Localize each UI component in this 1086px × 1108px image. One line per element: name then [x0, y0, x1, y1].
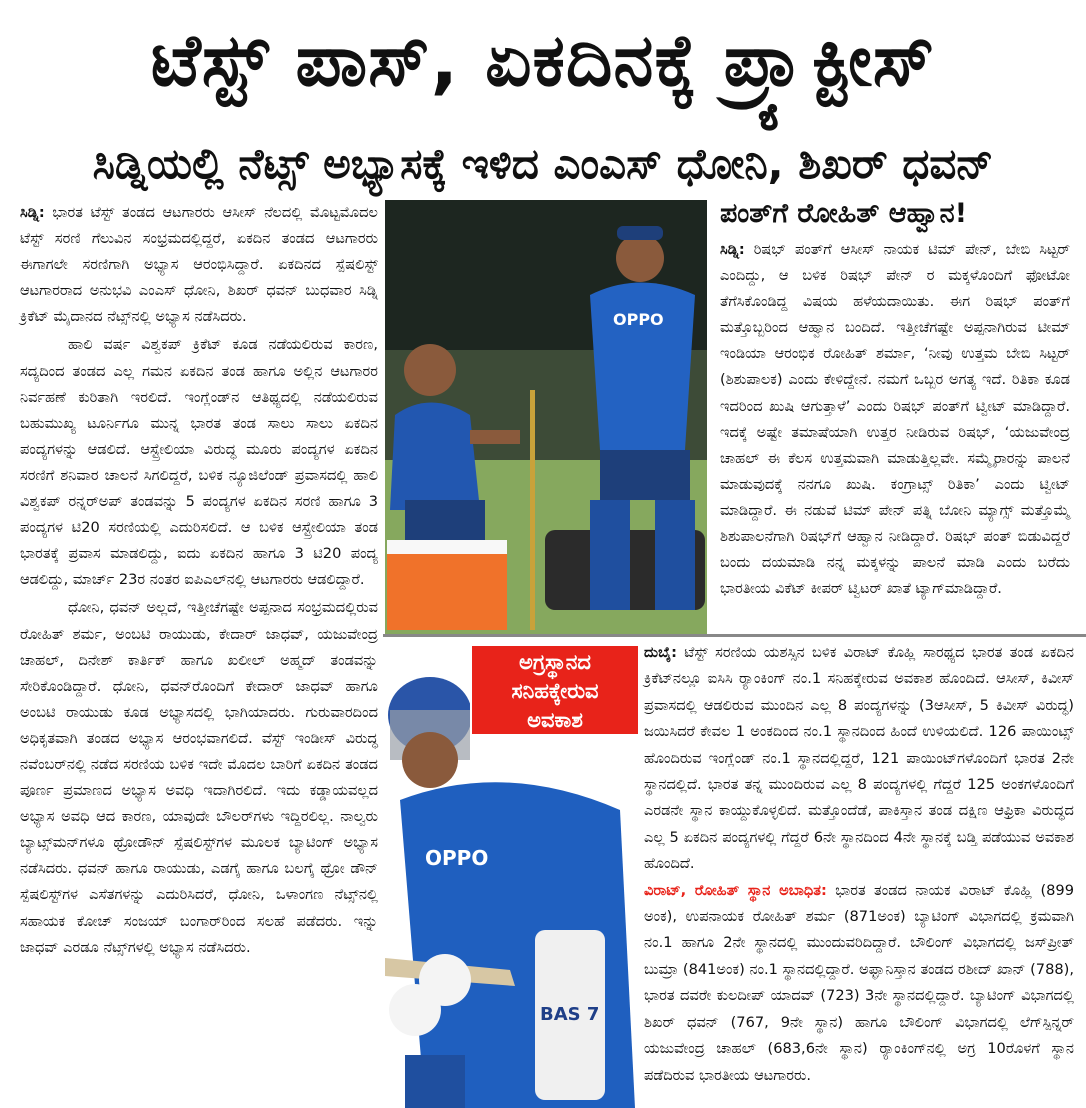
- bat-label: BAS 7: [540, 1004, 600, 1025]
- ranking-article: [644, 640, 1074, 1089]
- side-article-title: ಪಂತ್‌ಗೆ ರೋಹಿತ್ ಆಹ್ವಾನ!: [720, 198, 968, 229]
- jersey-sponsor-text: OPPO: [613, 310, 664, 329]
- ranking-body-1: ಟೆಸ್ಟ್ ಸರಣಿಯ ಯಶಸ್ಸಿನ ಬಳಿಕ ವಿರಾಟ್ ಕೊಹ್ಲಿ ಸಾರಥ್ಯದ ಭಾರತ ತಂಡ ಏಕದಿನ ಕ್ರಿಕೆಟ್‌ನಲ್ಲೂ ಐಸಿಸಿ ರ‍್ಯಾಂಕಿಂಗ್ ನಂ.1 ಸನಿಹಕ್ಕೇರುವ ಅವಕಾಶ ಹೊಂದಿದೆ. ಆಸೀಸ್, ಕಿವೀಸ್ ಪ್ರವಾಸದಲ್ಲಿ ಆಡಲಿರುವ ಮುಂದಿನ ಎಲ್ಲ 8 ಪಂದ್ಯಗಳನ್ನು (3ಆಸೀಸ್, 5 ಕಿವೀಸ್ ವಿರುದ್ಧ) ಜಯಿಸಿದರೆ ಕೇವಲ 1 ಅಂಕದಿಂದ ನಂ.1 ಸ್ಥಾನದಿಂದ ಹಿಂದೆ ಉಳಿಯಲಿದೆ. 126 ಪಾಯಿಂಟ್ಸ್ ಹೊಂದಿರುವ ಇಂಗ್ಲೆಂಡ್ ನಂ.1 ಸ್ಥಾನದಲ್ಲಿದ್ದರೆ, 121 ಪಾಯಿಂಟ್‌ಗಳೊಂದಿಗೆ ಭಾರತ 2ನೇ ಸ್ಥಾನದಲ್ಲಿದೆ. ಭಾರತ ತನ್ನ ಮುಂದಿರುವ ಎಲ್ಲ 8 ಪಂದ್ಯಗಳಲ್ಲಿ ಗೆದ್ದರೆ 125 ಅಂಕಗಳೊಂದಿಗೆ ಎರಡನೇ ಸ್ಥಾನ ಕಾಯ್ದುಕೊಳ್ಳಲಿದೆ. ಮತ್ತೊಂದೆಡೆ, ಪಾಕಿಸ್ತಾನ ತಂಡ ದಕ್ಷಿಣ ಆಫ್ರಿಕಾ ವಿರುದ್ಧದ ಎಲ್ಲ 5 ಏಕದಿನ ಪಂದ್ಯಗಳಲ್ಲಿ ಗೆದ್ದರೆ 6ನೇ ಸ್ಥಾನದಿಂದ 4ನೇ ಸ್ಥಾನಕ್ಕೆ ಬಡ್ತಿ ಪಡೆಯುವ ಅವಕಾಶ ಹೊಂದಿದೆ.: [644, 644, 1074, 873]
- ranking-sub-label: ವಿರಾಟ್, ರೋಹಿತ್ ಸ್ಥಾನ ಅಬಾಧಿತ:: [644, 881, 827, 899]
- side-article-text: ರಿಷಭ್ ಪಂತ್‌ಗೆ ಆಸೀಸ್ ನಾಯಕ ಟಿಮ್ ಪೇನ್, ಬೇಬಿ ಸಿಟ್ಟರ್ ಎಂದಿದ್ದು, ಆ ಬಳಿಕ ರಿಷಭ್ ಪೇನ್ ರ ಮಕ್ಕಳೊಂದಿಗೆ ಫೋಟೋ ತೆಗೆಸಿಕೊಂಡಿದ್ದ ವಿಷಯ ಹಳೆಯದಾಯಿತು. ಈಗ ರಿಷಭ್ ಪಂತ್‌ಗೆ ಮತ್ತೊಬ್ಬರಿಂದ ಆಹ್ವಾನ ಬಂದಿದೆ. ಇತ್ತೀಚೆಗಷ್ಟೇ ಅಪ್ಪನಾಗಿರುವ ಟೀಮ್ ಇಂಡಿಯಾ ಆರಂಭಿಕ ರೋಹಿತ್ ಶರ್ಮಾ, ‘ನೀವು ಉತ್ತಮ ಬೇಬಿ ಸಿಟ್ಟರ್ (ಶಿಶುಪಾಲಕ) ಎಂದು ಕೇಳಿದ್ದೇನೆ. ನಮಗೆ ಒಬ್ಬರ ಅಗತ್ಯ ಇದೆ. ರಿತಿಕಾ ಕೂಡ ಇದರಿಂದ ಖುಷಿ ಆಗುತ್ತಾಳೆ’ ಎಂದು ರಿಷಭ್ ಪಂತ್‌ಗೆ ಟ್ವೀಟ್ ಮಾಡಿದ್ದಾರೆ. ಇದಕ್ಕೆ ಅಷ್ಟೇ ತಮಾಷೆಯಾಗಿ ಉತ್ತರ ನೀಡಿರುವ ರಿಷಭ್, ‘ಯಜುವೇಂದ್ರ ಚಾಹಲ್ ಈ ಕೆಲಸ ಉತ್ತಮವಾಗಿ ಮಾಡುತ್ತಿಲ್ಲವೇ. ಸಮ್ಮೈರಾರನ್ನು ಪಾಲನೆ ಮಾಡುವುದಕ್ಕೆ ನನಗೂ ಖುಷಿ. ಕಂಗ್ರಾಟ್ಸ್ ರಿತಿಕಾ’ ಎಂದು ಟ್ವೀಟ್ ಮಾಡಿದ್ದಾರೆ. ಈ ನಡುವೆ ಟಿಮ್ ಪೇನ್ ಪತ್ನಿ ಬೋನಿ ಮ್ಯಾಗ್ಸ್ ಮತ್ತೊಮ್ಮೆ ಶಿಶುಪಾಲನೆಗಾಗಿ ರಿಷಭ್‌ಗೆ ಆಹ್ವಾನ ನೀಡಿದ್ದಾರೆ. ರಿಷಭ್ ಪಂತ್ ಬಿಡುವಿದ್ದರೆ ಬಂದು ದಯಮಾಡಿ ನನ್ನ ಮಕ್ಕಳನ್ನು ಪಾಲನೆ ಮಾಡಿ ಎಂದು ಬರೆದು ಭಾರತೀಯ ವಿಕೆಟ್ ಕೀಪರ್ ಟ್ವಿಟರ್ ಖಾತೆ ಟ್ಯಾಗ್‌ಮಾಡಿದ್ದಾರೆ.: [720, 241, 1071, 598]
- subheadline: ಸಿಡ್ನಿಯಲ್ಲಿ ನೆಟ್ಸ್ ಅಭ್ಯಾಸಕ್ಕೆ ಇಳಿದ ಎಂಎಸ್ ಧೋನಿ, ಶಿಖರ್ ಧವನ್: [92, 139, 994, 188]
- ranking-tag-line-2: ಸನಿಹಕ್ಕೇರುವ: [511, 679, 599, 703]
- side-article-body: [720, 237, 1070, 602]
- main-article-para-3: ಧೋನಿ, ಧವನ್ ಅಲ್ಲದೆ, ಇತ್ತೀಚೆಗಷ್ಟೇ ಅಪ್ಪನಾದ ಸಂಭ್ರಮದಲ್ಲಿರುವ ರೋಹಿತ್ ಶರ್ಮ, ಅಂಬಟಿ ರಾಯುಡು, ಕೇದಾರ್ ಜಾಧವ್, ಯಜುವೇಂದ್ರ ಚಾಹಲ್, ದಿನೇಶ್ ಕಾರ್ತಿಕ್ ಹಾಗೂ ಖಲೀಲ್ ಅಹ್ಮದ್ ತಂಡವನ್ನು ಸೇರಿಕೊಂಡಿದ್ದಾರೆ. ಧೋನಿ, ಧವನ್‌ರೊಂದಿಗೆ ಕೇದಾರ್ ಜಾಧವ್ ಹಾಗೂ ಅಂಬಟಿ ರಾಯುಡು ಕೂಡ ಅಭ್ಯಾಸದಲ್ಲಿ ಭಾಗಿಯಾದರು. ಗುರುವಾರದಿಂದ ಅಧಿಕೃತವಾಗಿ ತಂಡದ ಅಭ್ಯಾಸ ಆರಂಭವಾಗಲಿದೆ. ವೆಸ್ಟ್ ಇಂಡೀಸ್ ವಿರುದ್ಧ ನವೆಂಬರ್‌ನಲ್ಲಿ ನಡೆದ ಸರಣಿಯ ಬಳಿಕ ಇದೇ ಮೊದಲ ಬಾರಿಗೆ ಏಕದಿನ ತಂಡದ ಪೂರ್ಣ ಪ್ರಮಾಣದ ಅಭ್ಯಾಸ ಅವಧಿ ಇದಾಗಿರಲಿದೆ. ಇದು ಕಡ್ಡಾಯವಲ್ಲದ ಅಭ್ಯಾಸ ಅವಧಿ ಆದ ಕಾರಣ, ಯಾವುದೇ ಬೌಲರ್‌ಗಳು ಇದ್ದಿರಲಿಲ್ಲ. ನಾಲ್ವರು ಬ್ಯಾಟ್ಸ್‌ಮನ್‌ಗಳೂ ಥ್ರೋಡೌನ್ ಸ್ಪೆಷಲಿಸ್ಟ್‌ಗಳ ಮೂಲಕ ಬ್ಯಾಟಿಂಗ್ ಅಭ್ಯಾಸ ನಡೆಸಿದರು. ಧವನ್ ಹಾಗೂ ರಾಯುಡು, ಎಡಗೈ ಹಾಗೂ ಬಲಗೈ ಥ್ರೋ ಡೌನ್ ಸ್ಪೆಷಲಿಸ್ಟ್‌ಗಳ ಎಸೆತಗಳನ್ನು ಎದುರಿಸಿದರೆ, ಧೋನಿ, ಒಳಾಂಗಣ ನೆಟ್ಸ್‌ನಲ್ಲಿ ಸಹಾಯಕ ಕೋಚ್ ಸಂಜಯ್ ಬಂಗಾರ್‌ರಿಂದ ಸಲಹೆ ಪಡೆದರು. ಇನ್ನು ಜಾಧವ್ ಎರಡೂ ನೆಟ್ಸ್‌ಗಳಲ್ಲಿ ಅಭ್ಯಾಸ ನಡೆಸಿದರು.: [20, 599, 378, 956]
- ranking-tag-line-1: ಅಗ್ರಸ್ಥಾನದ: [518, 650, 591, 674]
- dhoni-jersey-sponsor: OPPO: [425, 846, 489, 870]
- main-article-para-2: ಹಾಲಿ ವರ್ಷ ವಿಶ್ವಕಪ್ ಕ್ರಿಕೆಟ್ ಕೂಡ ನಡೆಯಲಿರುವ ಕಾರಣ, ಸದ್ಯದಿಂದ ತಂಡದ ಎಲ್ಲ ಗಮನ ಏಕದಿನ ತಂಡ ಹಾಗೂ ಅಲ್ಲಿನ ಆಟಗಾರರ ನಿರ್ವಹಣೆ ಕುರಿತಾಗಿ ಇರಲಿದೆ. ಇಂಗ್ಲೆಂಡ್‌ನ ಆತಿಥ್ಯದಲ್ಲಿ ನಡೆಯಲಿರುವ ಬಹುಮುಖ್ಯ ಟೂರ್ನಿಗೂ ಮುನ್ನ ಭಾರತ ತಂಡ ಸಾಲು ಸಾಲು ಏಕದಿನ ಪಂದ್ಯಗಳನ್ನು ಆಡಲಿದೆ. ಆಸ್ಟ್ರೇಲಿಯಾ ವಿರುದ್ಧ ಮೂರು ಪಂದ್ಯಗಳ ಏಕದಿನ ಸರಣಿಗೆ ಶನಿವಾರ ಚಾಲನೆ ಸಿಗಲಿದ್ದರೆ, ಬಳಿಕ ನ್ಯೂಜಿಲೆಂಡ್ ಪ್ರವಾಸದಲ್ಲಿ ಹಾಲಿ ವಿಶ್ವಕಪ್ ರನ್ನರ್‌ಅಪ್ ತಂಡವನ್ನು 5 ಪಂದ್ಯಗಳ ಏಕದಿನ ಸರಣಿ ಹಾಗೂ 3 ಪಂದ್ಯಗಳ ಟಿ20 ಸರಣಿಯಲ್ಲಿ ಎದುರಿಸಲಿದೆ. ಆ ಬಳಿಕ ಆಸ್ಟ್ರೇಲಿಯಾ ತಂಡ ಭಾರತಕ್ಕೆ ಪ್ರವಾಸ ಮಾಡಲಿದ್ದು, ಐದು ಏಕದಿನ ಹಾಗೂ 3 ಟಿ20 ಪಂದ್ಯ ಆಡಲಿದ್ದು, ಮಾರ್ಚ್ 23ರ ನಂತರ ಐಪಿಎಲ್‌ನಲ್ಲಿ ಆಟಗಾರರು ಆಡಲಿದ್ದಾರೆ.: [20, 336, 378, 589]
- practice-photo: [385, 200, 707, 635]
- side-dateline: ಸಿಡ್ನಿ:: [720, 241, 745, 258]
- ranking-body-2: ಭಾರತ ತಂಡದ ನಾಯಕ ವಿರಾಟ್ ಕೊಹ್ಲಿ (899 ಅಂಕ), ಉಪನಾಯಕ ರೋಹಿತ್ ಶರ್ಮ (871ಅಂಕ) ಬ್ಯಾಟಿಂಗ್ ವಿಭಾಗದಲ್ಲಿ ಕ್ರಮವಾಗಿ ನಂ.1 ಹಾಗೂ 2ನೇ ಸ್ಥಾನದಲ್ಲಿ ಮುಂದುವರಿದಿದ್ದಾರೆ. ಬೌಲಿಂಗ್ ವಿಭಾಗದಲ್ಲಿ ಜಸ್‌ಪ್ರೀತ್ ಬುಮ್ರಾ (841ಅಂಕ) ನಂ.1 ಸ್ಥಾನದಲ್ಲಿದ್ದಾರೆ. ಅಫ್ಘಾನಿಸ್ತಾನ ತಂಡದ ರಶೀದ್ ಖಾನ್ (788), ಭಾರತ ದವರೇ ಕುಲದೀಪ್ ಯಾದವ್ (723) 3ನೇ ಸ್ಥಾನದಲ್ಲಿದ್ದಾರೆ. ಬ್ಯಾಟಿಂಗ್ ವಿಭಾಗದಲ್ಲಿ ಶಿಖರ್ ಧವನ್ (767, 9ನೇ ಸ್ಥಾನ) ಹಾಗೂ ಬೌಲಿಂಗ್ ವಿಭಾಗದಲ್ಲಿ ಲೆಗ್‌ಸ್ಪಿನ್ನರ್ ಯಜುವೇಂದ್ರ ಚಾಹಲ್ (683,6ನೇ ಸ್ಥಾನ) ರ‍್ಯಾಂಕಿಂಗ್‌ನಲ್ಲಿ ಅಗ್ರ 10ರೊಳಗೆ ಸ್ಥಾನ ಪಡೆದಿರುವ ಭಾರತೀಯ ಆಟಗಾರರು.: [644, 881, 1074, 1084]
- main-article-text-1: ಭಾರತ ಟೆಸ್ಟ್ ತಂಡದ ಆಟಗಾರರು ಆಸೀಸ್ ನೆಲದಲ್ಲಿ ಮೊಟ್ಟಮೊದಲ ಟೆಸ್ಟ್ ಸರಣಿ ಗೆಲುವಿನ ಸಂಭ್ರಮದಲ್ಲಿದ್ದರೆ, ಏಕದಿನ ತಂಡದ ಆಟಗಾರರು ಈಗಾಗಲೇ ಸರಣಿಗಾಗಿ ಅಭ್ಯಾಸ ಆರಂಭಿಸಿದ್ದಾರೆ. ಏಕದಿನದ ಸ್ಪೆಷಲಿಸ್ಟ್ ಆಟಗಾರರಾದ ಅನುಭವಿ ಎಂಎಸ್ ಧೋನಿ, ಶಿಖರ್ ಧವನ್ ಬುಧವಾರ ಸಿಡ್ನಿ ಕ್ರಿಕೆಟ್ ಮೈದಾನದ ನೆಟ್ಸ್‌ನಲ್ಲಿ ಅಭ್ಯಾಸ ನಡೆಸಿದರು.: [20, 204, 378, 326]
- practice-photo-illustration: [385, 200, 707, 635]
- side-article: [720, 195, 1070, 602]
- headline: ಟೆಸ್ಟ್ ಪಾಸ್, ಏಕದಿನಕ್ಕೆ ಪ್ರ್ಯಾಕ್ಟೀಸ್: [150, 18, 936, 102]
- main-article-para-1: [20, 200, 378, 330]
- main-article: [20, 200, 378, 963]
- ranking-tag-line-3: ಅವಕಾಶ: [527, 708, 583, 732]
- ranking-dateline: ದುಬೈ:: [644, 644, 677, 661]
- ranking-tag: [470, 644, 640, 736]
- dateline: ಸಿಡ್ನಿ:: [20, 204, 45, 221]
- section-divider: [383, 634, 1086, 637]
